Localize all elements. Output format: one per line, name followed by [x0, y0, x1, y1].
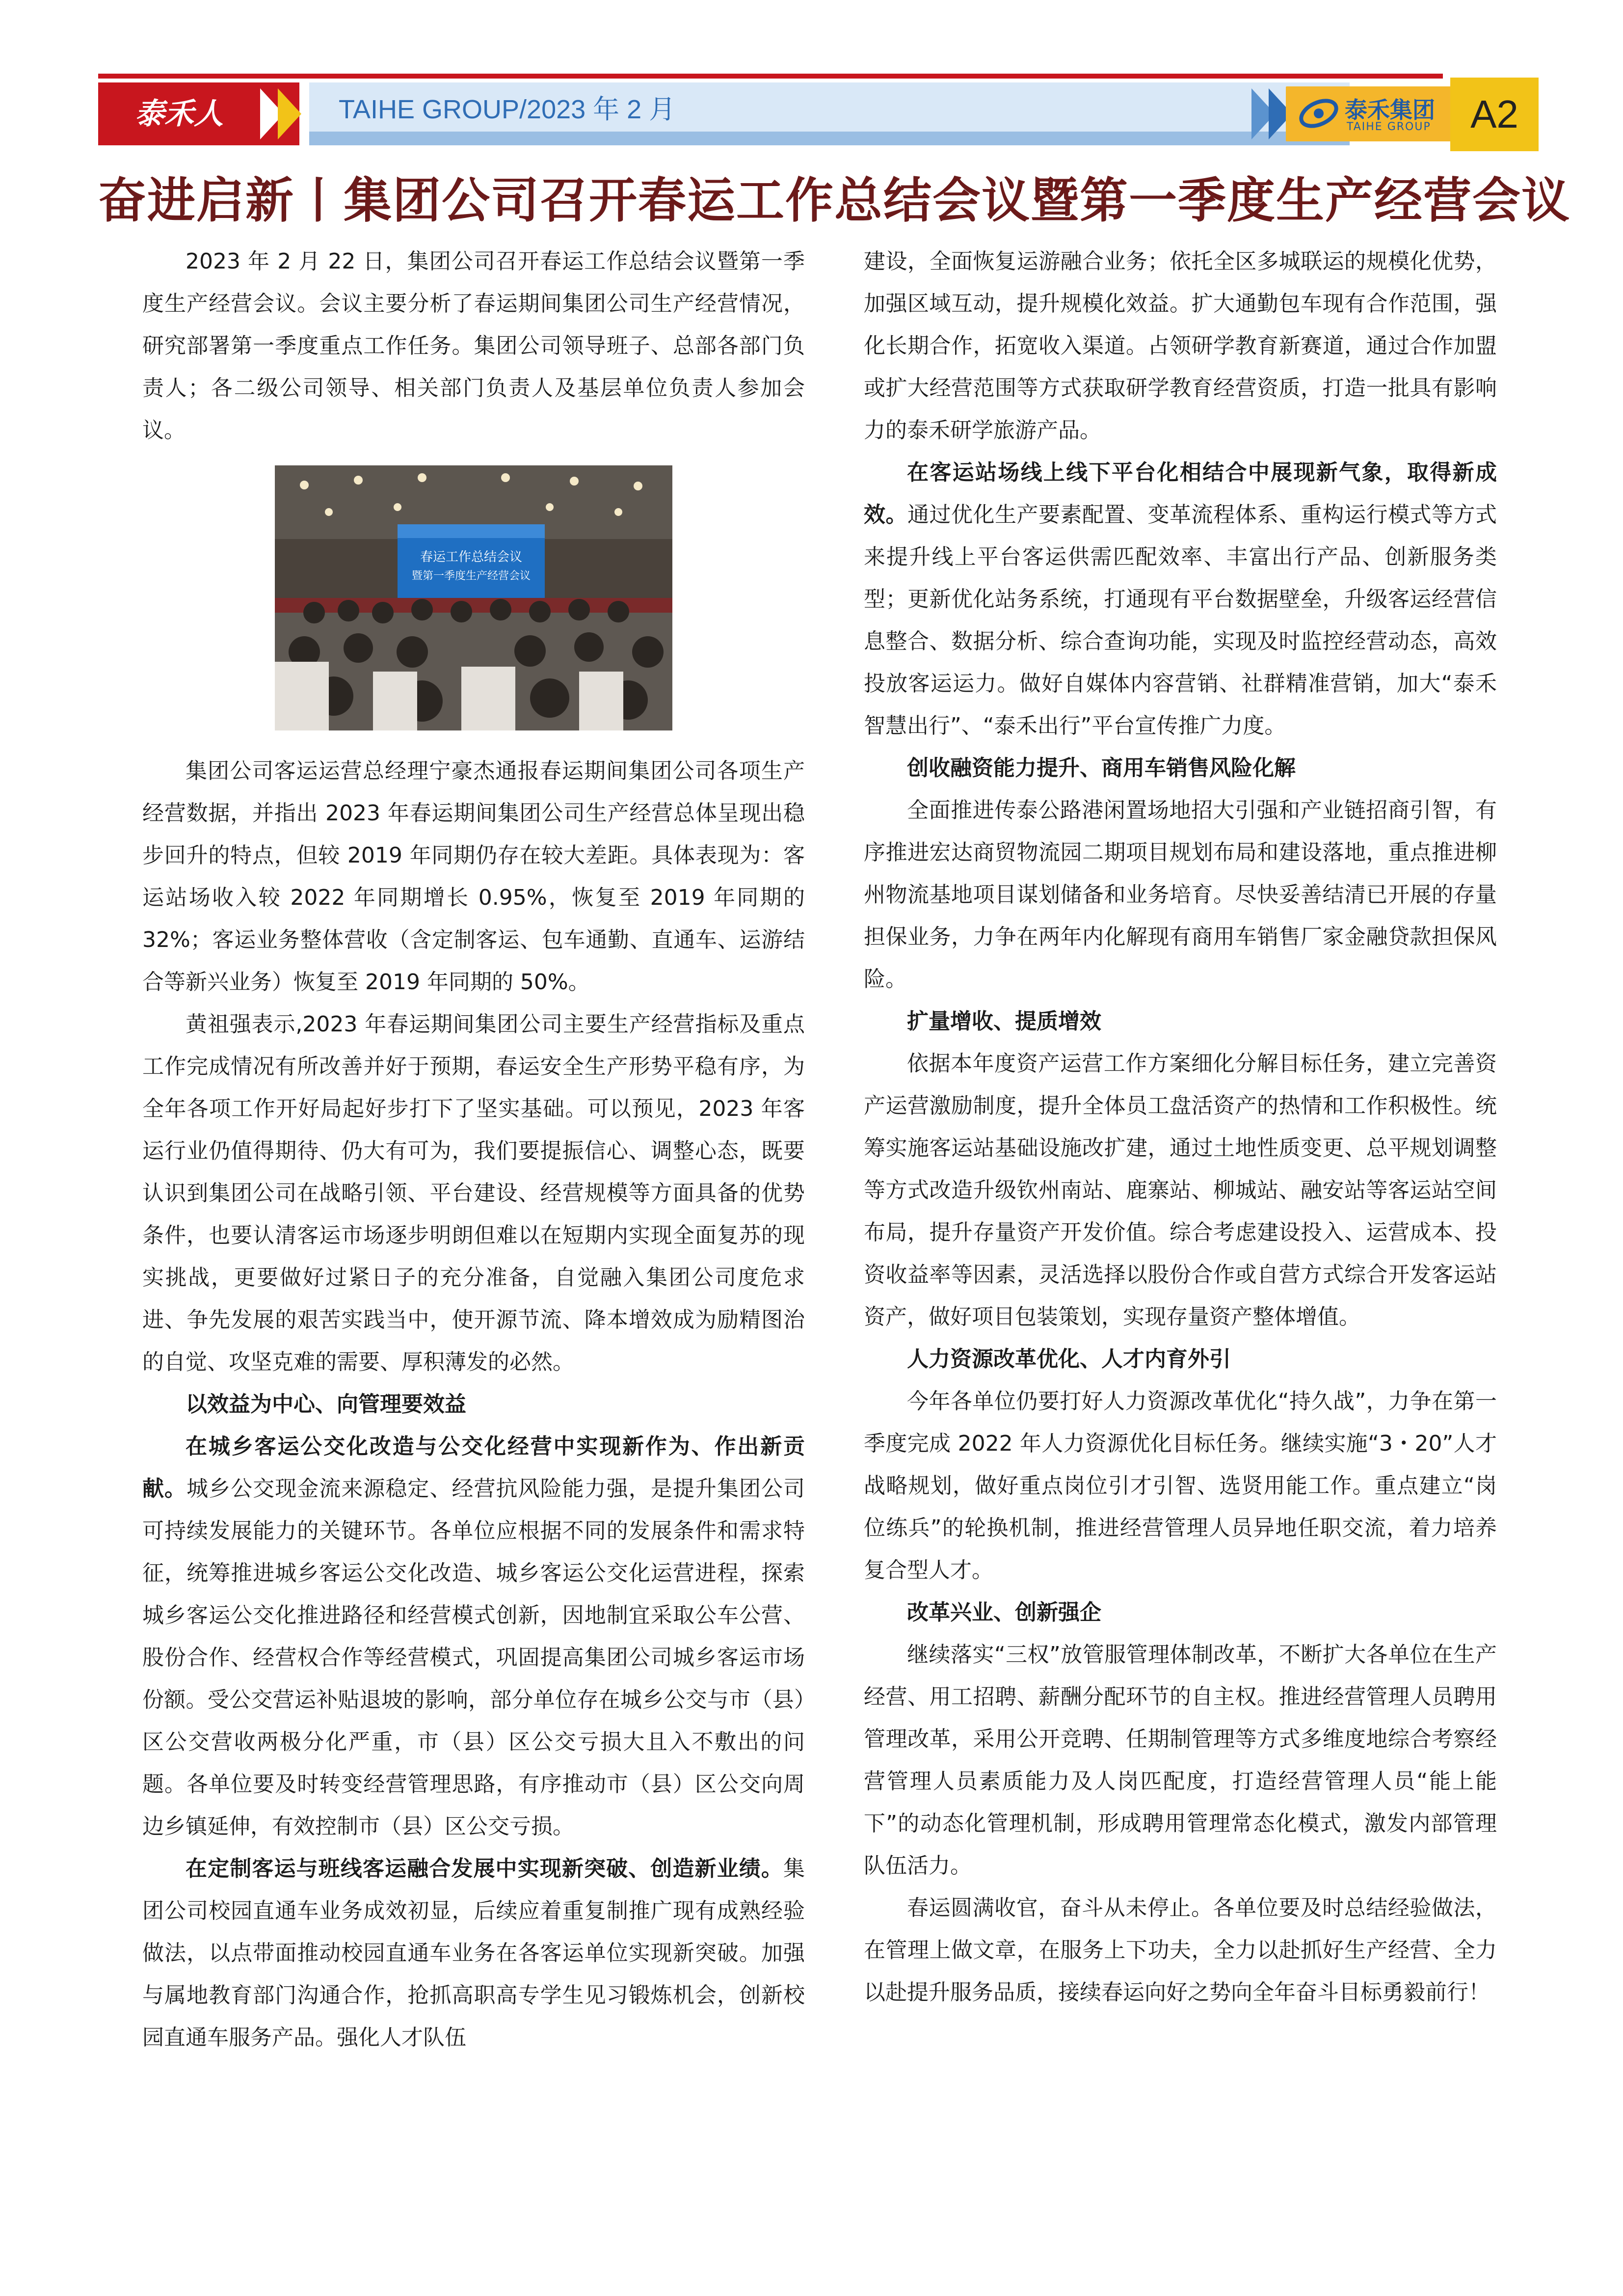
section-heading: 人力资源改革优化、人才内育外引 [907, 1347, 1231, 1372]
paragraph: 继续落实“三权”放管服管理体制改革，不断扩大各单位在生产经营、用工招聘、薪酬分配环节的自主权。推进经营管理人员聘用管理改革，采用公开竞聘、任期制管理等方式多维度地综合考察经营管理人员素质能力及人岗匹配度，打造经营管理人员“能上能下”的动态化管理机制，形成聘用管理常态化模式，激发内部管理队伍活力。 [864, 1642, 1497, 1878]
paragraph: 全面推进传泰公路港闲置场地招大引强和产业链招商引智，有序推进宏达商贸物流园二期项目规划布局和建设落地，重点推进柳州物流基地项目谋划储备和业务培育。尽快妥善结清已开展的存量担保业务，力争在两年内化解现有商用车销售厂家金融贷款担保风险。 [864, 798, 1497, 992]
paragraph-body: 城乡公交现金流来源稳定、经营抗风险能力强，是提升集团公司可持续发展能力的关键环节。各单位应根据不同的发展条件和需求特征，统筹推进城乡客运公交化改造、城乡客运公交化运营进程，探索城乡客运公交化推进路径和经营模式创新，因地制宜采取公车公营、股份合作、经营权合作等经营模式，巩固提高集团公司城乡客运市场份额。受公交营运补贴退坡的影响，部分单位存在城乡公交与市（县）区公交营收两极分化严重，市（县）区公交亏损大且入不敷出的问题。各单位要及时转变经营管理思路，有序推动市（县）区公交向周边乡镇延伸，有效控制市（县）区公交亏损。 [142, 1476, 805, 1839]
paragraph-body: 通过优化生产要素配置、变革流程体系、重构运行模式等方式来提升线上平台客运供需匹配效率、丰富出行产品、创新服务类型；更新优化站务系统，打通现有平台数据壁垒，升级客运经营信息整合、数据分析、综合查询功能，实现及时监控经营动态，高效投放客运运力。做好自媒体内容营销、社群精准营销，加大“泰禾智慧出行”、“泰禾出行”平台宣传推广力度。 [864, 502, 1497, 738]
meeting-photo-illustration [275, 465, 672, 730]
paragraph: 今年各单位仍要打好人力资源改革优化“持久战”，力争在第一季度完成 2022 年人力资源优化目标任务。继续实施“3・20”人才战略规划，做好重点岗位引才引智、选贤用能工作。重点建立“岗位练兵”的轮换机制，推进经营管理人员异地任职交流，着力培养复合型人才。 [864, 1389, 1497, 1583]
logo-text: 泰禾集团 [1345, 97, 1435, 123]
paragraph: 春运圆满收官，奋斗从未停止。各单位要及时总结经验做法，在管理上做文章，在服务上下功夫，全力以赴抓好生产经营、全力以赴提升服务品质，接续春运向好之势向全年奋斗目标勇毅前行！ [864, 1895, 1497, 2005]
section-heading: 创收融资能力提升、商用车销售风险化解 [907, 756, 1296, 781]
paragraph-lead: 在定制客运与班线客运融合发展中实现新突破、创造新业绩。 [186, 1856, 783, 1881]
section-heading: 以效益为中心、向管理要效益 [186, 1392, 466, 1417]
chevron-icon [278, 88, 301, 139]
left-column [142, 241, 805, 2059]
logo-subtext: TAIHE GROUP [1347, 121, 1431, 133]
paragraph-lead: 在客运站场线上线下平台化相结合中展现新气象，取得新成效。 [864, 460, 1497, 527]
paragraph-body: 集团公司校园直通车业务成效初显，后续应着重复制推广现有成熟经验做法，以点带面推动校园直通车业务在各客运单位实现新突破。加强与属地教育部门沟通合作，抢抓高职高专学生见习锻炼机会，创新校园直通车服务产品。强化人才队伍 [142, 1856, 805, 2050]
paragraph-lead: 在城乡客运公交化改造与公交化经营中实现新作为、作出新贡献。 [142, 1434, 805, 1501]
issue-label: TAIHE GROUP/2023 年 2 月 [339, 95, 676, 124]
brand-name: 泰禾人 [135, 97, 223, 131]
paragraph: 集团公司客运运营总经理宁豪杰通报春运期间集团公司各项生产经营数据，并指出 2023 年春运期间集团公司生产经营总体呈现出稳步回升的特点，但较 2019 年同期仍存在较大差距。具体表现为：客运站场收入较 2022 年同期增长 0.95%，恢复至 2019 年同期的 32%；客运业务整体营收（含定制客运、包车通勤、直通车、运游结合等新兴业务）恢复至 2019 年同期的 50%。 [142, 758, 805, 995]
photo-banner-subtitle: 暨第一季度生产经营会议 [411, 570, 531, 582]
logo-swoosh-icon [1299, 93, 1339, 134]
paragraph: 2023 年 2 月 22 日，集团公司召开春运工作总结会议暨第一季度生产经营会议。会议主要分析了春运期间集团公司生产经营情况，研究部署第一季度重点工作任务。集团公司领导班子、总部各部门负责人；各二级公司领导、相关部门负责人及基层单位负责人参加会议。 [142, 249, 805, 443]
paragraph: 建设，全面恢复运游融合业务；依托全区多城联运的规模化优势，加强区域互动，提升规模化效益。扩大通勤包车现有合作范围，强化长期合作，拓宽收入渠道。占领研学教育新赛道，通过合作加盟或扩大经营范围等方式获取研学教育经营资质，打造一批具有影响力的泰禾研学旅游产品。 [864, 249, 1497, 443]
top-rule [98, 74, 1443, 79]
page-header [98, 82, 1518, 145]
paragraph: 依据本年度资产运营工作方案细化分解目标任务，建立完善资产运营激励制度，提升全体员工盘活资产的热情和工作积极性。统筹实施客运站基础设施改扩建，通过土地性质变更、总平规划调整等方式改造升级钦州南站、鹿寨站、柳城站、融安站等客运站空间布局，提升存量资产开发价值。综合考虑建设投入、运营成本、投资收益率等因素，灵活选择以股份合作或自营方式综合开发客运站资产，做好项目包装策划，实现存量资产整体增值。 [864, 1051, 1497, 1329]
meeting-photo [275, 465, 672, 730]
page-number: A2 [1450, 78, 1539, 151]
right-column [864, 241, 1497, 2014]
section-heading: 改革兴业、创新强企 [907, 1600, 1101, 1625]
article-headline: 奋进启新丨集团公司召开春运工作总结会议暨第一季度生产经营会议 [98, 172, 1571, 229]
section-heading: 扩量增收、提质增效 [907, 1009, 1101, 1034]
paragraph [142, 1426, 805, 1848]
photo-banner-title: 春运工作总结会议 [420, 550, 523, 565]
paragraph: 黄祖强表示,2023 年春运期间集团公司主要生产经营指标及重点工作完成情况有所改善并好于预期，春运安全生产形势平稳有序，为全年各项工作开好局起好步打下了坚实基础。可以预见，2023 年客运行业仍值得期待、仍大有可为，我们要提振信心、调整心态，既要认识到集团公司在战略引领、平台建设、经营规模等方面具备的优势条件，也要认清客运市场逐步明朗但难以在短期内实现全面复苏的现实挑战，更要做好过紧日子的充分准备，自觉融入集团公司度危求进、争先发展的艰苦实践当中，使开源节流、降本增效成为励精图治的自觉、攻坚克难的需要、厚积薄发的必然。 [142, 1012, 805, 1375]
paragraph [864, 452, 1497, 747]
paragraph [142, 1848, 805, 2059]
